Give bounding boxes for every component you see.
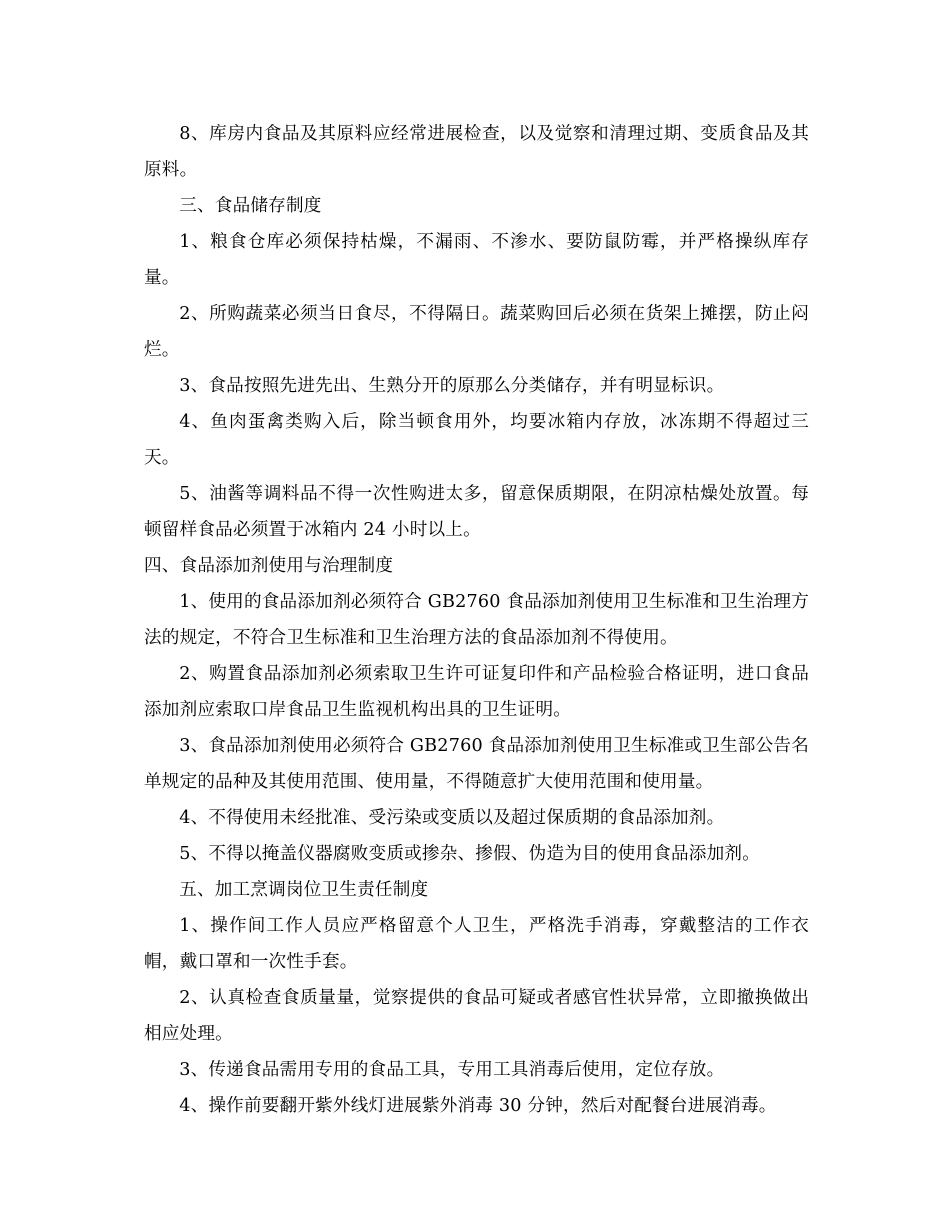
paragraph-additive-rule-5: 5、不得以掩盖仪器腐败变质或掺杂、掺假、伪造为目的使用食品添加剂。 (179, 844, 760, 864)
paragraph-storage-rule-5: 5、油酱等调料品不得一次性购进太多，留意保质期限，在阴凉枯燥处放置。每顿留样食品必须置于冰箱内 24 小时以上。 (144, 484, 809, 540)
section-heading-food-storage: 三、食品储存制度 (179, 196, 322, 216)
paragraph-storage-rule-3: 3、食品按照先进先出、生熟分开的原那么分类储存，并有明显标识。 (179, 376, 725, 396)
paragraph-storage-rule-2: 2、所购蔬菜必须当日食尽，不得隔日。蔬菜购回后必须在货架上摊摆，防止闷烂。 (144, 304, 809, 360)
paragraph-additive-rule-4: 4、不得使用未经批准、受污染或变质以及超过保质期的食品添加剂。 (179, 808, 725, 828)
document-body (144, 116, 809, 1124)
paragraph-storage-item-8: 8、库房内食品及其原料应经常进展检查，以及觉察和清理过期、变质食品及其原料。 (144, 124, 809, 180)
section-heading-cooking-hygiene: 五、加工烹调岗位卫生责任制度 (179, 880, 429, 900)
section-heading-additives: 四、食品添加剂使用与治理制度 (144, 556, 394, 576)
paragraph-storage-rule-1: 1、粮食仓库必须保持枯燥，不漏雨、不渗水、要防鼠防霉，并严格操纵库存量。 (144, 232, 809, 288)
paragraph-additive-rule-1: 1、使用的食品添加剂必须符合 GB2760 食品添加剂使用卫生标准和卫生治理方法的规定，不符合卫生标准和卫生治理方法的食品添加剂不得使用。 (144, 592, 809, 648)
paragraph-cooking-rule-4: 4、操作前要翻开紫外线灯进展紫外消毒 30 分钟，然后对配餐台进展消毒。 (179, 1096, 777, 1116)
paragraph-additive-rule-3: 3、食品添加剂使用必须符合 GB2760 食品添加剂使用卫生标准或卫生部公告名单规定的品种及其使用范围、使用量，不得随意扩大使用范围和使用量。 (144, 736, 809, 792)
paragraph-storage-rule-4: 4、鱼肉蛋禽类购入后，除当顿食用外，均要冰箱内存放，冰冻期不得超过三天。 (144, 412, 809, 468)
paragraph-cooking-rule-1: 1、操作间工作人员应严格留意个人卫生，严格洗手消毒，穿戴整洁的工作衣帽，戴口罩和一次性手套。 (144, 916, 809, 972)
paragraph-cooking-rule-3: 3、传递食品需用专用的食品工具，专用工具消毒后使用，定位存放。 (179, 1060, 725, 1080)
paragraph-additive-rule-2: 2、购置食品添加剂必须索取卫生许可证复印件和产品检验合格证明，进口食品添加剂应索取口岸食品卫生监视机构出具的卫生证明。 (144, 664, 809, 720)
paragraph-cooking-rule-2: 2、认真检查食质量量，觉察提供的食品可疑或者感官性状异常，立即撤换做出相应处理。 (144, 988, 809, 1044)
